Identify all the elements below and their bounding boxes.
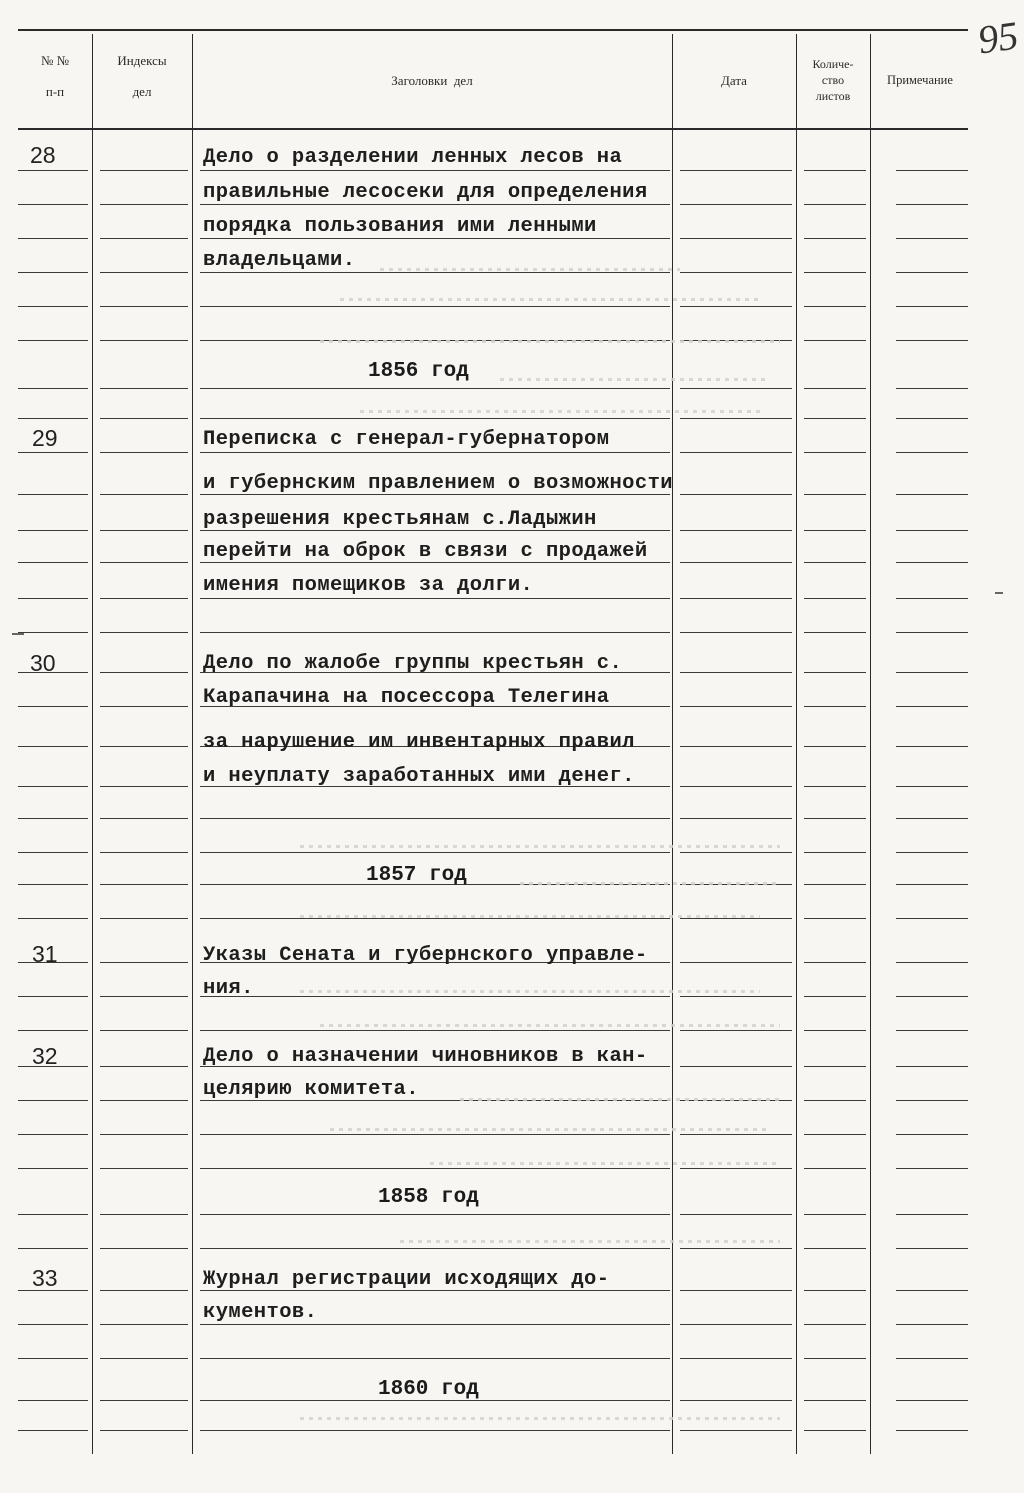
row-rule bbox=[100, 672, 188, 673]
entry-number: 29 bbox=[32, 425, 58, 451]
bleed-through-mark bbox=[400, 1240, 780, 1243]
row-rule bbox=[896, 1168, 968, 1169]
row-rule bbox=[804, 1430, 866, 1431]
row-rule bbox=[804, 1168, 866, 1169]
header-number-line1: № № bbox=[40, 53, 70, 68]
row-rule bbox=[18, 388, 88, 389]
entry-title-line: разрешения крестьянам с.Ладыжин bbox=[203, 508, 597, 531]
row-rule bbox=[200, 452, 670, 453]
row-rule bbox=[680, 1358, 792, 1359]
row-rule bbox=[804, 530, 866, 531]
row-rule bbox=[680, 672, 792, 673]
row-rule bbox=[804, 632, 866, 633]
header-note bbox=[870, 72, 970, 89]
row-rule bbox=[100, 632, 188, 633]
row-rule bbox=[18, 1168, 88, 1169]
row-rule bbox=[896, 1358, 968, 1359]
row-rule bbox=[896, 1134, 968, 1135]
row-rule bbox=[200, 272, 670, 273]
entry-number: 31 bbox=[32, 941, 58, 967]
row-rule bbox=[896, 1400, 968, 1401]
row-rule bbox=[18, 530, 88, 531]
row-rule bbox=[18, 306, 88, 307]
row-rule bbox=[18, 852, 88, 853]
row-rule bbox=[18, 746, 88, 747]
row-rule bbox=[896, 818, 968, 819]
header-title bbox=[192, 72, 672, 89]
row-rule bbox=[18, 1248, 88, 1249]
row-rule bbox=[804, 1066, 866, 1067]
bleed-through-mark bbox=[520, 882, 780, 885]
margin-mark bbox=[12, 633, 24, 635]
row-rule bbox=[804, 1030, 866, 1031]
header-title-text: Заголовки дел bbox=[391, 73, 473, 88]
row-rule bbox=[680, 306, 792, 307]
row-rule bbox=[680, 1214, 792, 1215]
entry-title-line: ния. bbox=[203, 977, 254, 1000]
row-rule bbox=[100, 272, 188, 273]
row-rule bbox=[804, 918, 866, 919]
header-sheet-count bbox=[796, 56, 870, 104]
row-rule bbox=[100, 918, 188, 919]
bleed-through-mark bbox=[300, 915, 760, 918]
column-divider bbox=[796, 34, 797, 1454]
row-rule bbox=[680, 996, 792, 997]
row-rule bbox=[18, 1324, 88, 1325]
bleed-through-mark bbox=[300, 845, 780, 848]
row-rule bbox=[804, 786, 866, 787]
bleed-through-mark bbox=[340, 298, 760, 301]
row-rule bbox=[896, 530, 968, 531]
entry-title-line: Указы Сената и губернского управле- bbox=[203, 944, 648, 967]
header-number-line2: п-п bbox=[45, 84, 65, 99]
row-rule bbox=[100, 1290, 188, 1291]
row-rule bbox=[896, 746, 968, 747]
row-rule bbox=[100, 746, 188, 747]
row-rule bbox=[100, 1168, 188, 1169]
row-rule bbox=[100, 1214, 188, 1215]
row-rule bbox=[680, 786, 792, 787]
entry-title-line: порядка пользования ими ленными bbox=[203, 215, 597, 238]
row-rule bbox=[896, 598, 968, 599]
row-rule bbox=[680, 530, 792, 531]
row-rule bbox=[896, 418, 968, 419]
row-rule bbox=[100, 706, 188, 707]
year-heading: 1860 год bbox=[378, 1378, 479, 1401]
row-rule bbox=[18, 272, 88, 273]
row-rule bbox=[804, 272, 866, 273]
bleed-through-mark bbox=[330, 1128, 770, 1131]
row-rule bbox=[896, 306, 968, 307]
row-rule bbox=[804, 204, 866, 205]
row-rule bbox=[100, 598, 188, 599]
entry-title-line: за нарушение им инвентарных правил bbox=[203, 731, 635, 754]
row-rule bbox=[18, 418, 88, 419]
row-rule bbox=[100, 562, 188, 563]
header-index bbox=[92, 52, 192, 100]
row-rule bbox=[200, 306, 670, 307]
row-rule bbox=[896, 1066, 968, 1067]
row-rule bbox=[100, 852, 188, 853]
row-rule bbox=[100, 818, 188, 819]
row-rule bbox=[18, 996, 88, 997]
entry-title-line: Дело о назначении чиновников в кан- bbox=[203, 1045, 648, 1068]
row-rule bbox=[200, 388, 670, 389]
row-rule bbox=[896, 852, 968, 853]
header-date-text: Дата bbox=[721, 73, 747, 88]
entry-number: 30 bbox=[30, 650, 56, 676]
row-rule bbox=[18, 238, 88, 239]
row-rule bbox=[896, 918, 968, 919]
row-rule bbox=[100, 1066, 188, 1067]
row-rule bbox=[804, 238, 866, 239]
row-rule bbox=[18, 170, 88, 171]
row-rule bbox=[804, 818, 866, 819]
row-rule bbox=[100, 1400, 188, 1401]
row-rule bbox=[18, 204, 88, 205]
row-rule bbox=[680, 562, 792, 563]
row-rule bbox=[804, 1134, 866, 1135]
row-rule bbox=[200, 996, 670, 997]
row-rule bbox=[896, 272, 968, 273]
header-count-line2: ство bbox=[821, 73, 845, 87]
row-rule bbox=[896, 562, 968, 563]
header-count-line1: Количе- bbox=[812, 57, 854, 71]
row-rule bbox=[200, 204, 670, 205]
entry-title-line: правильные лесосеки для определения bbox=[203, 181, 648, 204]
row-rule bbox=[804, 962, 866, 963]
row-rule bbox=[896, 1290, 968, 1291]
row-rule bbox=[804, 1358, 866, 1359]
entry-title-line: Дело о разделении ленных лесов на bbox=[203, 146, 623, 169]
row-rule bbox=[18, 1030, 88, 1031]
row-rule bbox=[100, 494, 188, 495]
row-rule bbox=[18, 1400, 88, 1401]
entry-title-line: целярию комитета. bbox=[203, 1078, 419, 1101]
bleed-through-mark bbox=[360, 410, 760, 413]
column-divider bbox=[92, 34, 93, 1454]
row-rule bbox=[896, 1248, 968, 1249]
row-rule bbox=[896, 494, 968, 495]
row-rule bbox=[18, 786, 88, 787]
row-rule bbox=[200, 1168, 670, 1169]
row-rule bbox=[804, 852, 866, 853]
row-rule bbox=[200, 238, 670, 239]
row-rule bbox=[896, 170, 968, 171]
row-rule bbox=[200, 1134, 670, 1135]
row-rule bbox=[18, 1100, 88, 1101]
row-rule bbox=[680, 494, 792, 495]
row-rule bbox=[896, 204, 968, 205]
row-rule bbox=[680, 388, 792, 389]
row-rule bbox=[680, 818, 792, 819]
bleed-through-mark bbox=[320, 340, 780, 343]
row-rule bbox=[200, 170, 670, 171]
entry-title-line: Журнал регистрации исходящих до- bbox=[203, 1268, 610, 1291]
row-rule bbox=[804, 388, 866, 389]
row-rule bbox=[804, 1400, 866, 1401]
row-rule bbox=[680, 1248, 792, 1249]
row-rule bbox=[680, 746, 792, 747]
row-rule bbox=[680, 1430, 792, 1431]
row-rule bbox=[200, 418, 670, 419]
row-rule bbox=[804, 452, 866, 453]
row-rule bbox=[896, 1430, 968, 1431]
row-rule bbox=[200, 1430, 670, 1431]
row-rule bbox=[100, 306, 188, 307]
row-rule bbox=[100, 1248, 188, 1249]
row-rule bbox=[18, 818, 88, 819]
row-rule bbox=[896, 1030, 968, 1031]
row-rule bbox=[896, 706, 968, 707]
margin-mark bbox=[995, 592, 1003, 594]
row-rule bbox=[200, 1324, 670, 1325]
row-rule bbox=[804, 1324, 866, 1325]
year-heading: 1857 год bbox=[366, 864, 467, 887]
header-number bbox=[18, 52, 92, 100]
page-number: 95 bbox=[975, 12, 1021, 63]
entry-title-line: Переписка с генерал-губернатором bbox=[203, 428, 610, 451]
row-rule bbox=[896, 452, 968, 453]
row-rule bbox=[100, 238, 188, 239]
row-rule bbox=[680, 852, 792, 853]
row-rule bbox=[896, 632, 968, 633]
row-rule bbox=[18, 706, 88, 707]
row-rule bbox=[804, 306, 866, 307]
entry-title-line: и неуплату заработанных ими денег. bbox=[203, 765, 635, 788]
row-rule bbox=[804, 884, 866, 885]
row-rule bbox=[804, 418, 866, 419]
row-rule bbox=[804, 1290, 866, 1291]
row-rule bbox=[804, 706, 866, 707]
entry-number: 28 bbox=[30, 142, 56, 168]
bleed-through-mark bbox=[380, 268, 680, 271]
row-rule bbox=[18, 918, 88, 919]
row-rule bbox=[200, 1248, 670, 1249]
row-rule bbox=[896, 996, 968, 997]
entry-title-line: Дело по жалобе группы крестьян с. bbox=[203, 652, 623, 675]
entry-title-line: Карапачина на посессора Телегина bbox=[203, 686, 610, 709]
row-rule bbox=[100, 1358, 188, 1359]
entry-title-line: владельцами. bbox=[203, 249, 356, 272]
row-rule bbox=[896, 786, 968, 787]
row-rule bbox=[680, 1134, 792, 1135]
row-rule bbox=[100, 340, 188, 341]
row-rule bbox=[200, 632, 670, 633]
row-rule bbox=[680, 706, 792, 707]
row-rule bbox=[680, 272, 792, 273]
row-rule bbox=[100, 786, 188, 787]
row-rule bbox=[680, 1066, 792, 1067]
row-rule bbox=[680, 204, 792, 205]
row-rule bbox=[680, 1290, 792, 1291]
row-rule bbox=[18, 340, 88, 341]
year-heading: 1856 год bbox=[368, 360, 469, 383]
row-rule bbox=[680, 598, 792, 599]
row-rule bbox=[680, 418, 792, 419]
row-rule bbox=[896, 1324, 968, 1325]
bleed-through-mark bbox=[300, 990, 760, 993]
row-rule bbox=[100, 996, 188, 997]
row-rule bbox=[200, 598, 670, 599]
bleed-through-mark bbox=[300, 1417, 780, 1420]
entry-number: 32 bbox=[32, 1043, 58, 1069]
row-rule bbox=[896, 388, 968, 389]
row-rule bbox=[200, 1214, 670, 1215]
bleed-through-mark bbox=[460, 1098, 780, 1101]
row-rule bbox=[100, 452, 188, 453]
top-rule bbox=[18, 29, 968, 31]
row-rule bbox=[100, 1100, 188, 1101]
header-note-text: Примечание bbox=[887, 73, 953, 87]
row-rule bbox=[18, 452, 88, 453]
row-rule bbox=[804, 672, 866, 673]
row-rule bbox=[100, 1430, 188, 1431]
entry-title-line: и губернским правлением о возможности bbox=[203, 472, 673, 495]
row-rule bbox=[100, 884, 188, 885]
entry-title-line: имения помещиков за долги. bbox=[203, 574, 534, 597]
row-rule bbox=[200, 818, 670, 819]
row-rule bbox=[680, 1324, 792, 1325]
row-rule bbox=[896, 962, 968, 963]
bleed-through-mark bbox=[500, 378, 770, 381]
row-rule bbox=[804, 996, 866, 997]
row-rule bbox=[18, 598, 88, 599]
year-heading: 1858 год bbox=[378, 1186, 479, 1209]
row-rule bbox=[18, 884, 88, 885]
row-rule bbox=[100, 1030, 188, 1031]
row-rule bbox=[680, 1400, 792, 1401]
row-rule bbox=[896, 672, 968, 673]
row-rule bbox=[18, 1358, 88, 1359]
row-rule bbox=[100, 418, 188, 419]
row-rule bbox=[100, 204, 188, 205]
row-rule bbox=[18, 632, 88, 633]
row-rule bbox=[804, 1248, 866, 1249]
row-rule bbox=[804, 562, 866, 563]
row-rule bbox=[680, 1168, 792, 1169]
row-rule bbox=[680, 238, 792, 239]
bleed-through-mark bbox=[320, 1024, 780, 1027]
row-rule bbox=[804, 340, 866, 341]
header-count-line3: листов bbox=[815, 89, 851, 103]
row-rule bbox=[896, 1214, 968, 1215]
column-divider bbox=[870, 34, 871, 1454]
column-divider bbox=[192, 34, 193, 1454]
header-bottom-rule bbox=[18, 128, 968, 130]
entry-title-line: перейти на оброк в связи с продажей bbox=[203, 540, 648, 563]
row-rule bbox=[804, 494, 866, 495]
row-rule bbox=[18, 1134, 88, 1135]
row-rule bbox=[100, 1324, 188, 1325]
header-index-line1: Индексы bbox=[117, 53, 167, 68]
row-rule bbox=[680, 962, 792, 963]
row-rule bbox=[804, 170, 866, 171]
header-index-line2: дел bbox=[132, 84, 152, 99]
row-rule bbox=[680, 452, 792, 453]
row-rule bbox=[896, 340, 968, 341]
row-rule bbox=[680, 632, 792, 633]
row-rule bbox=[200, 918, 670, 919]
row-rule bbox=[804, 1100, 866, 1101]
row-rule bbox=[18, 562, 88, 563]
row-rule bbox=[18, 1214, 88, 1215]
row-rule bbox=[896, 884, 968, 885]
row-rule bbox=[804, 598, 866, 599]
row-rule bbox=[896, 1100, 968, 1101]
row-rule bbox=[18, 494, 88, 495]
row-rule bbox=[100, 962, 188, 963]
row-rule bbox=[680, 1030, 792, 1031]
row-rule bbox=[804, 1214, 866, 1215]
row-rule bbox=[200, 852, 670, 853]
row-rule bbox=[804, 746, 866, 747]
header-date bbox=[672, 72, 796, 89]
row-rule bbox=[896, 238, 968, 239]
row-rule bbox=[100, 1134, 188, 1135]
row-rule bbox=[200, 1030, 670, 1031]
entry-title-line: кументов. bbox=[203, 1301, 318, 1324]
row-rule bbox=[18, 1430, 88, 1431]
row-rule bbox=[100, 530, 188, 531]
row-rule bbox=[200, 1358, 670, 1359]
entry-number: 33 bbox=[32, 1265, 58, 1291]
row-rule bbox=[100, 170, 188, 171]
bleed-through-mark bbox=[430, 1162, 780, 1165]
row-rule bbox=[680, 170, 792, 171]
row-rule bbox=[680, 918, 792, 919]
row-rule bbox=[100, 388, 188, 389]
